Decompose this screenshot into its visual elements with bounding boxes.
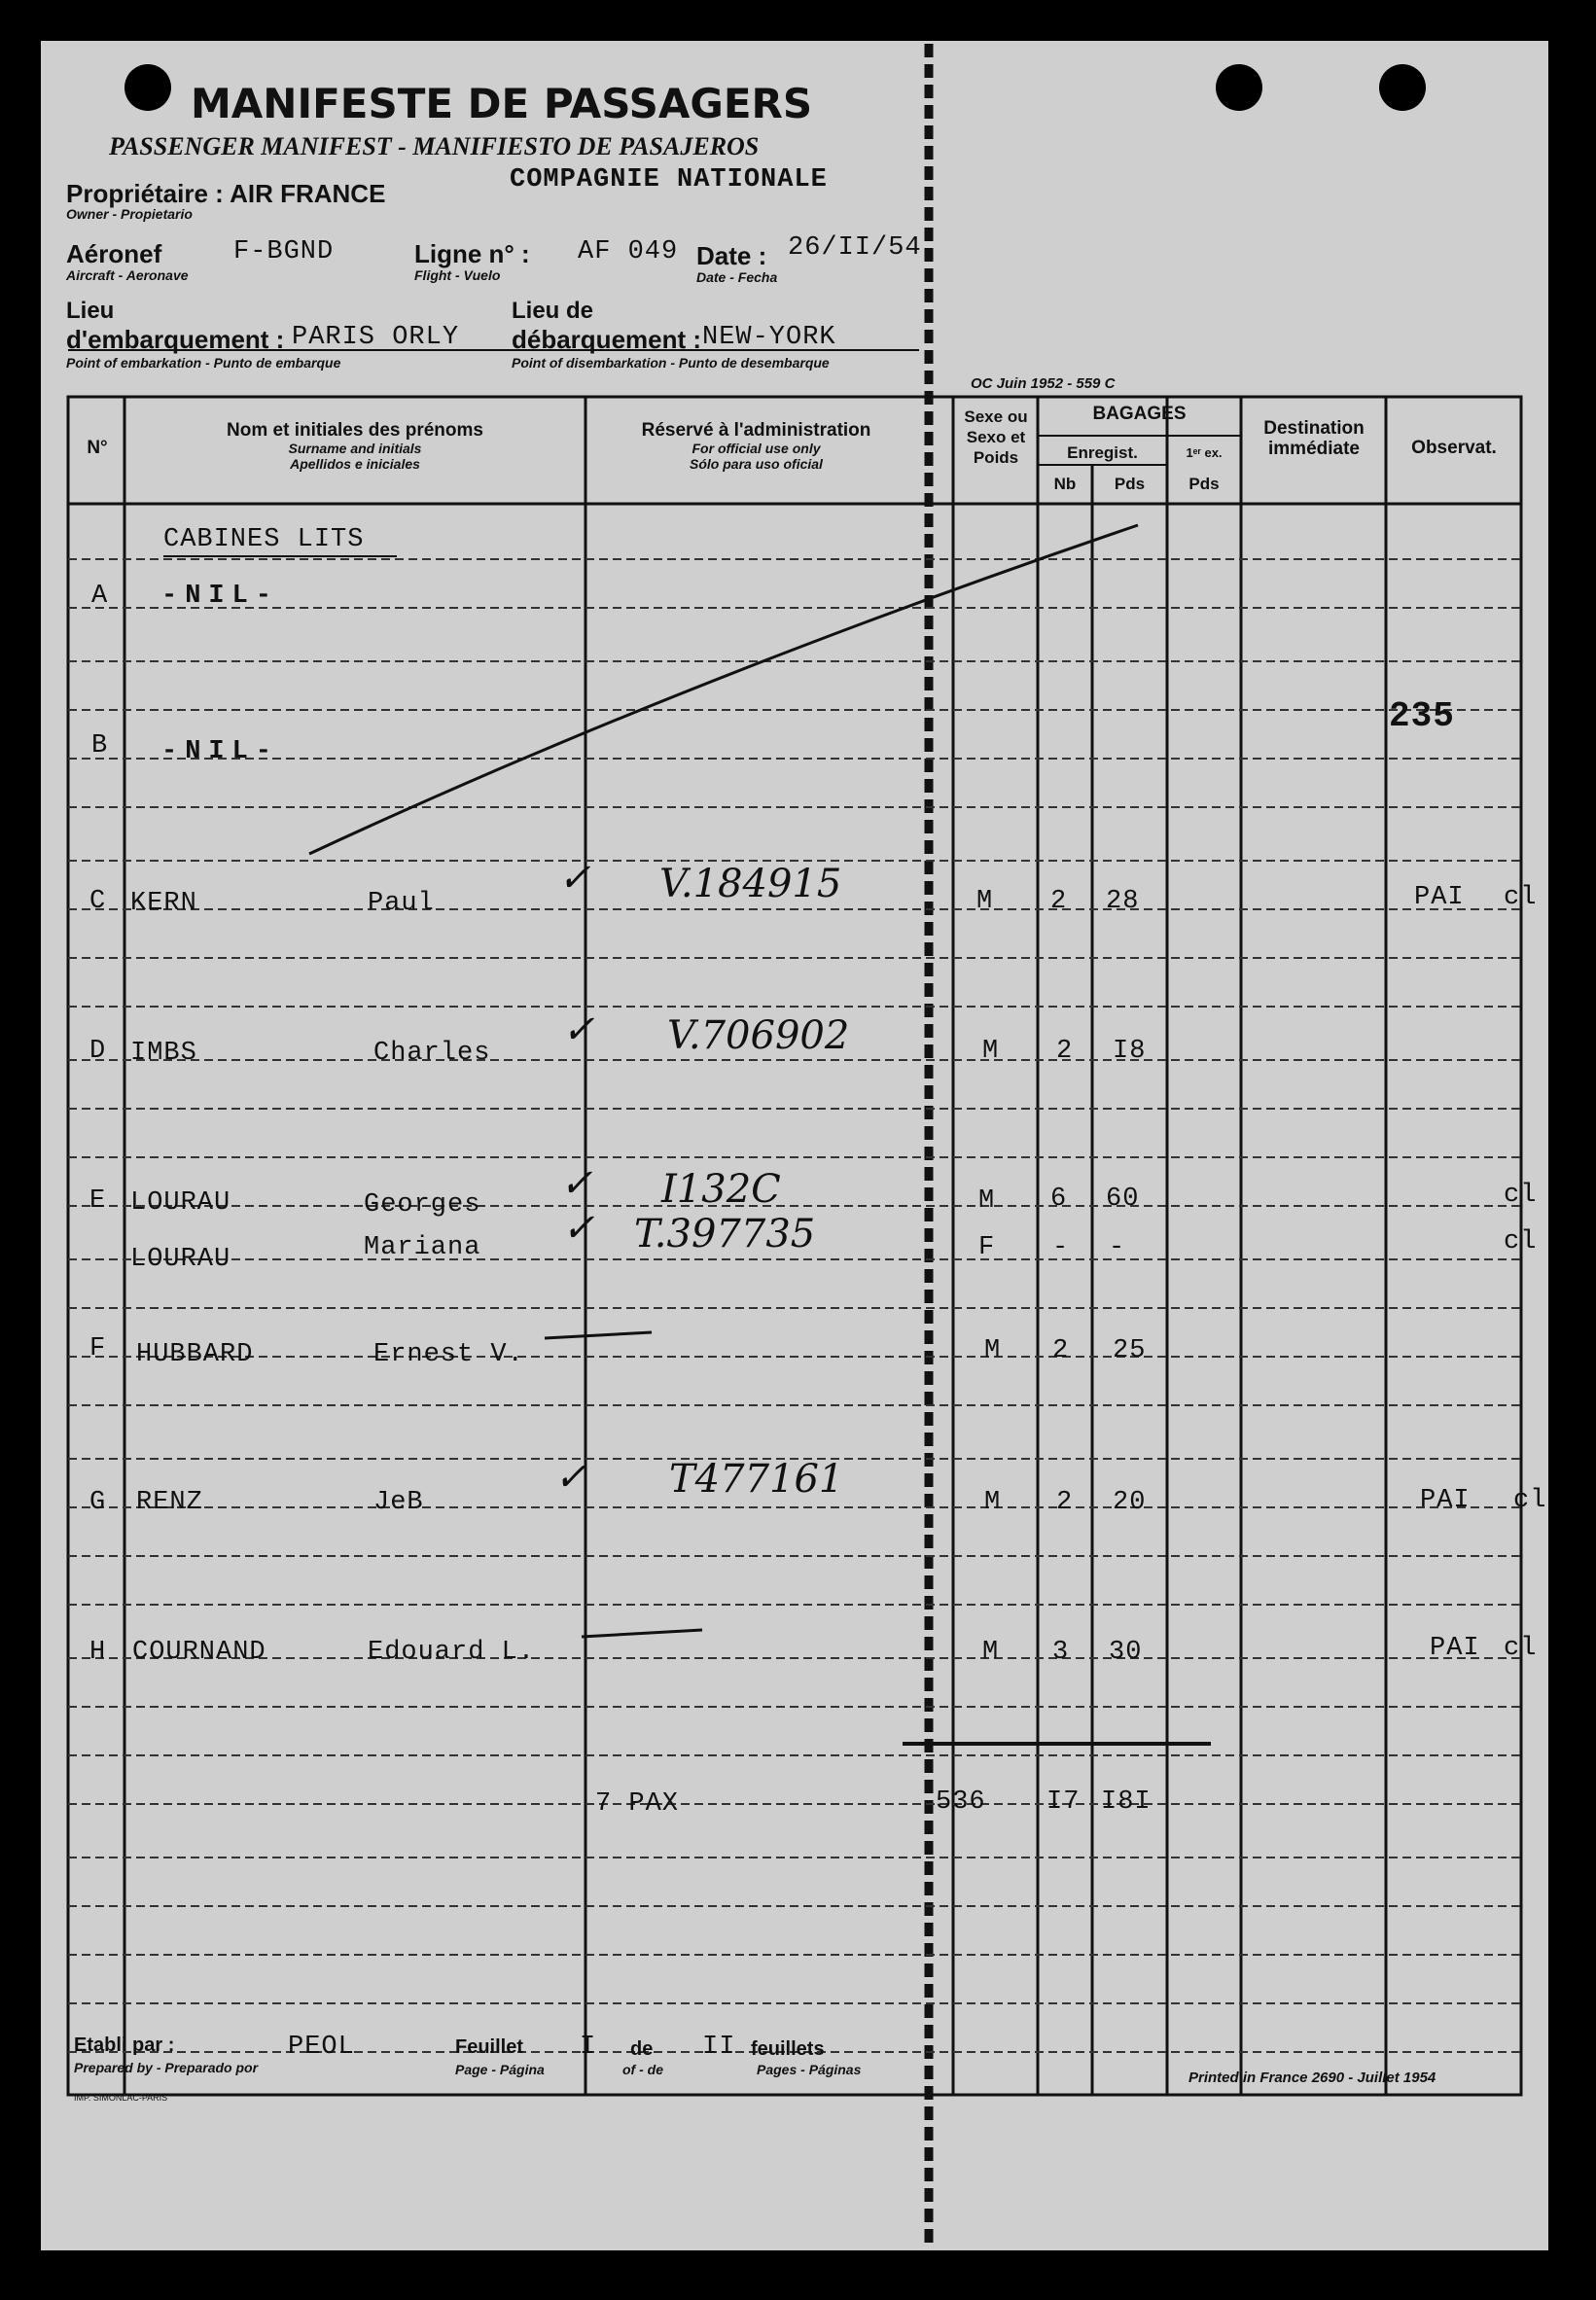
col-obs: Observat. <box>1411 438 1497 458</box>
baggage-nb: 2 <box>1056 1037 1074 1066</box>
passenger-surname: RENZ <box>136 1488 203 1517</box>
baggage-nb: 3 <box>1052 1638 1070 1667</box>
flight-label: Ligne n° : <box>414 239 530 268</box>
sex-value: M <box>976 887 994 916</box>
prepared-sub: Prepared by - Preparado por <box>74 2060 259 2075</box>
check-mark: ✓ <box>560 1161 593 1206</box>
cabin-a-value: -NIL- <box>161 582 280 611</box>
form-code: OC Juin 1952 - 559 C <box>971 375 1116 392</box>
baggage-pds: 28 <box>1106 887 1140 916</box>
passenger-firstname: Mariana <box>364 1233 481 1262</box>
dis-sub: Point of disembarkation - Punto de desembarque <box>512 355 830 371</box>
sex-value: M <box>984 1488 1002 1517</box>
prepared-label: Etabli par : <box>74 2035 175 2056</box>
of-label: de <box>630 2038 654 2060</box>
dis-value: NEW-YORK <box>702 323 836 352</box>
baggage-nb: 2 <box>1052 1336 1070 1365</box>
emb-label-2: d'embarquement : <box>66 325 285 354</box>
col-baggage: BAGAGES <box>1092 404 1187 424</box>
passenger-firstname: Ernest V. <box>373 1340 524 1369</box>
dis-label-2: débarquement : <box>512 325 702 354</box>
observation: cl <box>1504 1181 1538 1210</box>
col-no: N° <box>87 438 108 458</box>
passenger-surname: IMBS <box>130 1039 197 1068</box>
row-letter: C <box>89 887 107 916</box>
passport-number: V.706902 <box>667 1013 850 1058</box>
col-name-title: Nom et initiales des prénoms <box>227 420 483 441</box>
total-baggage-nb: I7 <box>1046 1787 1081 1817</box>
printed-in-france: Printed in France 2690 - Juillet 1954 <box>1188 2070 1436 2086</box>
passenger-surname: COURNAND <box>132 1638 266 1667</box>
date-value: 26/II/54 <box>788 233 922 263</box>
total-baggage-pds: I8I <box>1101 1787 1152 1817</box>
owner-typed: COMPAGNIE NATIONALE <box>510 165 828 195</box>
date-sub: Date - Fecha <box>696 269 778 285</box>
sheet-sub: Page - Página <box>455 2062 545 2077</box>
col-name-sub2: Apellidos e iniciales <box>290 456 420 472</box>
total-weight: 536 <box>936 1787 986 1817</box>
dis-label-1: Lieu de <box>512 298 594 324</box>
sex-value: M <box>984 1336 1002 1365</box>
col-admin-sub: For official use only <box>692 441 821 456</box>
baggage-pds: 25 <box>1113 1336 1147 1365</box>
sex-value: F <box>978 1233 996 1262</box>
cabin-b-letter: B <box>91 731 109 761</box>
sheet-label: Feuillet <box>455 2036 524 2058</box>
col-name-sub: Surname and initials <box>288 441 422 456</box>
baggage-pds: 60 <box>1106 1185 1140 1214</box>
col-enreg: Enregist. <box>1067 443 1138 462</box>
baggage-pds: 30 <box>1109 1638 1143 1667</box>
baggage-nb: 2 <box>1050 887 1068 916</box>
baggage-pds: - <box>1109 1233 1126 1262</box>
observation: cl <box>1504 883 1538 912</box>
total-sheets-value: II <box>702 2033 736 2062</box>
row-letter: F <box>89 1334 107 1363</box>
col-name <box>146 420 564 472</box>
check-mark: ✓ <box>554 1455 587 1500</box>
col-pds: Pds <box>1114 475 1146 493</box>
col-admin <box>588 420 924 472</box>
aircraft-value: F-BGND <box>233 237 335 266</box>
destination: PAI <box>1430 1634 1480 1663</box>
of-sub: of - de <box>622 2062 663 2077</box>
passenger-firstname: JeB <box>373 1488 424 1517</box>
observation: cl <box>1504 1227 1538 1256</box>
date-label: Date : <box>696 241 767 270</box>
check-mark: ✓ <box>558 856 591 901</box>
flight-sub: Flight - Vuelo <box>414 267 501 283</box>
check-mark: ✓ <box>562 1008 595 1052</box>
printer-imprint: IMP. SIMONLAC-PARIS <box>74 2093 168 2103</box>
passenger-surname: LOURAU <box>130 1188 231 1218</box>
form-title: MANIFESTE DE PASSAGERS <box>191 80 813 127</box>
row-letter: H <box>89 1638 107 1667</box>
cabin-b-value: -NIL- <box>161 737 280 766</box>
col-sex: Sexe ou Sexo et Poids <box>964 407 1028 467</box>
row-letter: D <box>89 1037 107 1066</box>
sheet-value: I <box>580 2033 597 2062</box>
passenger-firstname: Georges <box>364 1190 481 1220</box>
destination: PAI <box>1420 1486 1471 1515</box>
passenger-firstname: Paul <box>368 889 435 918</box>
col-admin-title: Réservé à l'administration <box>641 420 871 441</box>
col-extra-pds: Pds <box>1188 475 1220 493</box>
baggage-pds: 20 <box>1113 1488 1147 1517</box>
passport-number: I132C <box>661 1167 781 1212</box>
emb-sub: Point of embarkation - Punto de embarque <box>66 355 341 371</box>
observation: cl <box>1513 1486 1547 1515</box>
emb-value: PARIS ORLY <box>292 323 460 352</box>
baggage-nb: 2 <box>1056 1488 1074 1517</box>
col-dest: Destination immédiate <box>1263 418 1365 459</box>
passenger-surname: KERN <box>130 889 197 918</box>
flight-value: AF 049 <box>578 237 679 266</box>
baggage-nb: - <box>1052 1233 1070 1262</box>
prepared-value: PEOL <box>288 2033 355 2062</box>
row-letter: G <box>89 1488 107 1517</box>
passenger-surname: LOURAU <box>130 1245 231 1274</box>
passenger-firstname: Edouard L. <box>368 1638 536 1667</box>
col-admin-sub2: Sólo para uso oficial <box>690 456 823 472</box>
baggage-pds: I8 <box>1113 1037 1147 1066</box>
aircraft-label: Aéronef <box>66 239 162 268</box>
passport-number: V.184915 <box>659 862 842 906</box>
emb-label-1: Lieu <box>66 298 115 324</box>
col-extra: 1ᵉʳ ex. <box>1186 445 1223 460</box>
margin-number: 235 <box>1389 696 1455 736</box>
passport-number: T477161 <box>669 1457 844 1502</box>
sheets-label: feuillets <box>751 2038 825 2060</box>
aircraft-sub: Aircraft - Aeronave <box>66 267 189 283</box>
passenger-surname: HUBBARD <box>136 1340 254 1369</box>
cabins-heading: CABINES LITS <box>163 525 365 554</box>
sheets-sub: Pages - Páginas <box>757 2062 862 2077</box>
row-letter: E <box>89 1186 107 1216</box>
check-mark: ✓ <box>562 1206 595 1251</box>
sex-value: M <box>978 1186 996 1216</box>
sex-value: M <box>982 1638 1000 1667</box>
owner-sub: Owner - Propietario <box>66 206 193 222</box>
total-pax: 7 PAX <box>595 1789 680 1819</box>
passport-number: T.397735 <box>634 1212 816 1256</box>
sex-value: M <box>982 1037 1000 1066</box>
baggage-nb: 6 <box>1050 1185 1068 1214</box>
observation: cl <box>1504 1634 1538 1663</box>
owner-label: Propriétaire : AIR FRANCE <box>66 179 386 208</box>
cabin-a-letter: A <box>91 582 109 611</box>
passenger-firstname: Charles <box>373 1039 491 1068</box>
col-nb: Nb <box>1053 475 1077 493</box>
destination: PAI <box>1414 883 1465 912</box>
form-subtitle: PASSENGER MANIFEST - MANIFIESTO DE PASAJEROS <box>109 132 760 160</box>
